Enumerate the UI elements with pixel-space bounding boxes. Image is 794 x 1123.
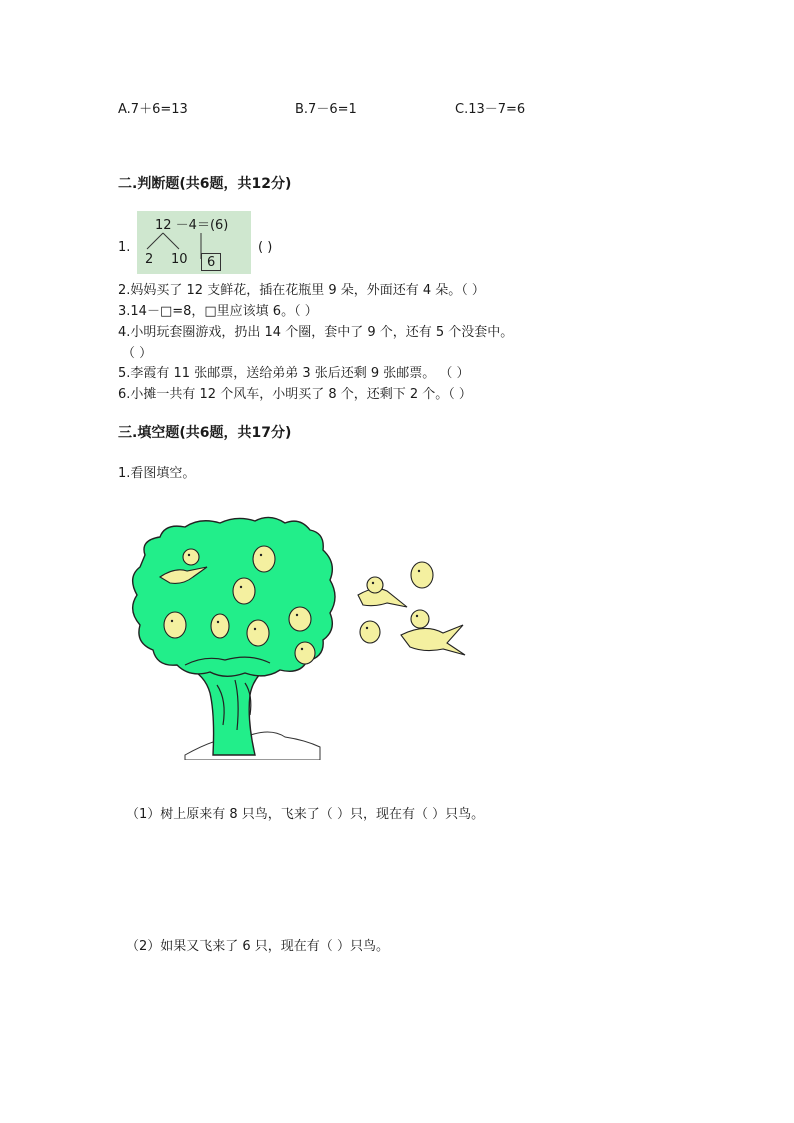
sub-question-2: （2）如果又飞来了 6 只，现在有（ ）只鸟。 — [126, 939, 389, 954]
q5-text: 5.李霞有 11 张邮票，送给弟弟 3 张后还剩 9 张邮票。 （ ） — [118, 366, 470, 381]
q4-answer-paren[interactable]: （ ） — [122, 346, 153, 361]
diagram-box-value: 6 — [207, 255, 216, 270]
q1-number: 1. — [118, 240, 131, 255]
decomposition-diagram — [137, 211, 251, 274]
section-3-title: 三.填空题(共6题，共17分) — [118, 425, 292, 441]
option-c: C.13－7=6 — [455, 102, 526, 117]
diagram-answer-box — [201, 253, 221, 271]
sub-question-1: （1）树上原来有 8 只鸟，飞来了（ ）只，现在有（ ）只鸟。 — [126, 807, 485, 822]
q1-intro: 1.看图填空。 — [118, 466, 196, 481]
q4-text: 4.小明玩套圈游戏，扔出 14 个圈，套中了 9 个，还有 5 个没套中。 — [118, 325, 514, 340]
q2-text: 2.妈妈买了 12 支鲜花，插在花瓶里 9 朵，外面还有 4 朵。（ ） — [118, 283, 485, 298]
q3-text: 3.14－□=8，□里应该填 6。（ ） — [118, 304, 318, 319]
section-2-title: 二.判断题(共6题，共12分) — [118, 176, 292, 192]
diagram-equation: 12 －4＝(6) — [155, 218, 229, 233]
q6-text: 6.小摊一共有 12 个风车，小明买了 8 个，还剩下 2 个。（ ） — [118, 387, 472, 402]
q1-answer-paren[interactable]: ( ) — [258, 240, 273, 255]
tree-birds-illustration — [125, 515, 470, 760]
diagram-left: 2 — [145, 252, 154, 267]
decomposition-lines — [137, 211, 251, 274]
option-a: A.7＋6=13 — [118, 102, 188, 117]
diagram-mid: 10 — [171, 252, 188, 267]
option-b: B.7－6=1 — [295, 102, 357, 117]
